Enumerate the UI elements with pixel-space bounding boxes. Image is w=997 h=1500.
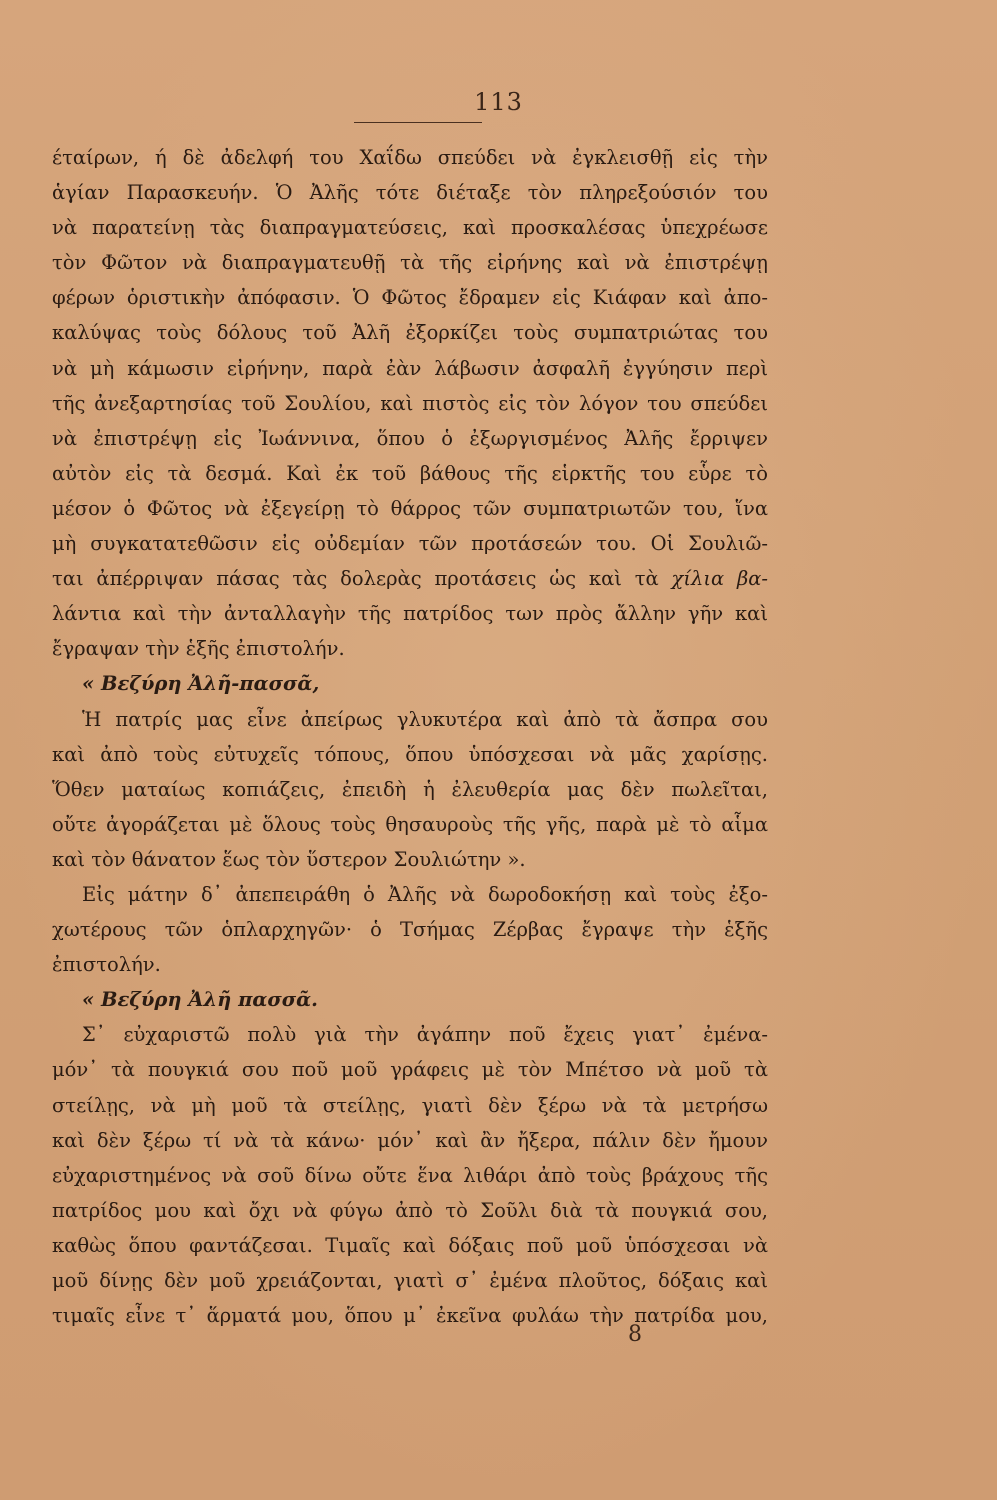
italic-phrase: χίλια βα- bbox=[671, 567, 768, 591]
text-line: Ὅθεν ματαίως κοπιάζεις, ἐπειδὴ ἡ ἐλευθερία μας δὲν πωλεῖται, bbox=[52, 777, 768, 801]
header-rule bbox=[354, 122, 482, 123]
signature-mark: 8 bbox=[628, 1322, 642, 1347]
text-line: νὰ ἐπιστρέψῃ εἰς Ἰωάννινα, ὅπου ὁ ἐξωργισμένος Ἀλῆς ἔρριψεν bbox=[52, 426, 768, 450]
text-line: Ἡ πατρίς μας εἶνε ἀπείρως γλυκυτέρα καὶ ἀπὸ τὰ ἄσπρα σου bbox=[82, 707, 768, 731]
text-line: εὐχαριστημένος νὰ σοῦ δίνω οὔτε ἕνα λιθάρι ἀπὸ τοὺς βράχους τῆς bbox=[52, 1163, 768, 1187]
text-line: ἁγίαν Παρασκευήν. Ὁ Ἀλῆς τότε διέταξε τὸν πληρεξούσιόν του bbox=[52, 181, 768, 205]
text-line: έταίρων, ή δὲ ἀδελφή του Χαΐδω σπεύδει νὰ ἐγκλεισθῇ εἰς τὴν bbox=[52, 146, 768, 169]
text-line: πατρίδος μου καὶ ὄχι νὰ φύγω ἀπὸ τὸ Σοῦλι διὰ τὰ πουγκιά σου, bbox=[52, 1198, 768, 1222]
text-line: αὐτὸν εἰς τὰ δεσμά. Καὶ ἐκ τοῦ βάθους τῆς εἱρκτῆς του εὗρε τὸ bbox=[52, 461, 768, 485]
text-line: καὶ τὸν θάνατον ἕως τὸν ὕστερον Σουλιώτην ». bbox=[52, 847, 526, 871]
text-line: οὔτε ἀγοράζεται μὲ ὅλους τοὺς θησαυροὺς τῆς γῆς, παρὰ μὲ τὸ αἷμα bbox=[52, 812, 768, 836]
text-line: μὴ συγκατατεθῶσιν εἰς οὐδεμίαν τῶν προτάσεών του. Οἱ Σουλιῶ- bbox=[52, 532, 768, 556]
text-line: νὰ παρατείνῃ τὰς διαπραγματεύσεις, καὶ προσκαλέσας ὑπεχρέωσε bbox=[52, 216, 768, 240]
text-line: καὶ ἀπὸ τοὺς εὐτυχεῖς τόπους, ὅπου ὑπόσχεσαι νὰ μᾶς χαρίσῃς. bbox=[52, 742, 768, 766]
text-line: μοῦ δίνῃς δὲν μοῦ χρειάζονται, γιατὶ σ᾽ ἐμένα πλοῦτος, δόξαις καὶ bbox=[52, 1269, 768, 1292]
letter-salutation: « Βεζύρη Ἀλῆ πασσᾶ. bbox=[82, 988, 318, 1012]
text-line: Σ᾽ εὐχαριστῶ πολὺ γιὰ τὴν ἀγάπην ποῦ ἔχεις γιατ᾽ ἐμένα- bbox=[82, 1023, 768, 1047]
text-line: χωτέρους τῶν ὁπλαρχηγῶν· ὁ Τσήμας Ζέρβας ἔγραψε τὴν ἑξῆς bbox=[52, 918, 768, 942]
text-line: τιμαῖς εἶνε τ᾽ ἅρματά μου, ὅπου μ᾽ ἐκεῖνα φυλάω τὴν πατρίδα μου, bbox=[52, 1304, 768, 1328]
page-number: 113 bbox=[474, 88, 523, 116]
text-line: νὰ μὴ κάμωσιν εἰρήνην, παρὰ ἐὰν λάβωσιν ἀσφαλῆ ἐγγύησιν περὶ bbox=[52, 356, 768, 380]
text-line: λάντια καὶ τὴν ἀνταλλαγὴν τῆς πατρίδος των πρὸς ἄλλην γῆν καὶ bbox=[52, 602, 768, 626]
text-line: μέσον ὁ Φῶτος νὰ ἐξεγείρῃ τὸ θάρρος τῶν συμπατριωτῶν του, ἵνα bbox=[52, 496, 768, 520]
text-line: ἔγραψαν τὴν ἑξῆς ἐπιστολήν. bbox=[52, 637, 345, 661]
text-line: ἐπιστολήν. bbox=[52, 953, 161, 977]
text-line: τῆς ἀνεξαρτησίας τοῦ Σουλίου, καὶ πιστὸς εἰς τὸν λόγον του σπεύδει bbox=[52, 391, 768, 415]
body-text bbox=[52, 140, 768, 1333]
text-line: καὶ δὲν ξέρω τί νὰ τὰ κάνω· μόν᾽ καὶ ἂν ἤξερα, πάλιν δὲν ἤμουν bbox=[52, 1128, 768, 1152]
text-line: καλύψας τοὺς δόλους τοῦ Ἀλῆ ἐξορκίζει τοὺς συμπατριώτας του bbox=[52, 321, 768, 345]
text-line: μόν᾽ τὰ πουγκιά σου ποῦ μοῦ γράφεις μὲ τὸν Μπέτσο νὰ μοῦ τὰ bbox=[52, 1058, 768, 1082]
text-line: καθὼς ὅπου φαντάζεσαι. Τιμαῖς καὶ δόξαις ποῦ μοῦ ὑπόσχεσαι νὰ bbox=[52, 1233, 768, 1257]
text-line: στείλῃς, νὰ μὴ μοῦ τὰ στείλῃς, γιατὶ δὲν ξέρω νὰ τὰ μετρήσω bbox=[52, 1093, 768, 1117]
letter-salutation: « Βεζύρη Ἀλῆ-πασσᾶ, bbox=[82, 672, 320, 696]
text-line-with-italic bbox=[52, 561, 768, 596]
text-line: τὸν Φῶτον νὰ διαπραγματευθῇ τὰ τῆς εἰρήνης καὶ νὰ ἐπιστρέψῃ bbox=[52, 251, 768, 275]
text-line: φέρων ὁριστικὴν ἀπόφασιν. Ὁ Φῶτος ἔδραμεν εἰς Κιάφαν καὶ ἀπο- bbox=[52, 286, 768, 310]
text-line-start: ται ἀπέρριψαν πάσας τὰς δολερὰς προτάσεις ὡς καὶ τὰ bbox=[52, 567, 672, 591]
text-line: Εἰς μάτην δ᾽ ἀπεπειράθη ὁ Ἀλῆς νὰ δωροδοκήσῃ καὶ τοὺς ἐξο- bbox=[82, 882, 768, 906]
